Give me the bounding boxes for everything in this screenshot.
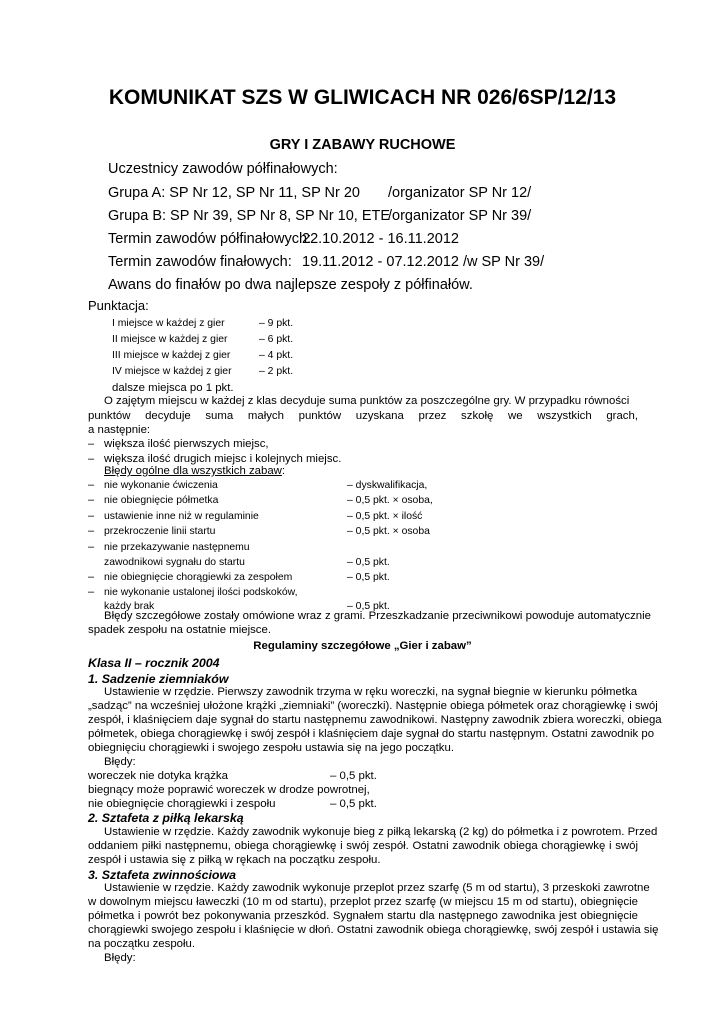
group-a: Grupa A: SP Nr 12, SP Nr 11, SP Nr 20 [108, 185, 360, 201]
game-text: oddaniem piłki następnemu, obiega chorągiewkę i swój zespół. Ostatni zawodnik obiega chorągiewkę i swój [88, 840, 638, 852]
game-text: Ustawienie w rzędzie. Każdy zawodnik wykonuje przeplot przez szarfę (5 m od startu), 3 przeskoki zawrotne [104, 882, 650, 894]
bullet-dash: – [88, 586, 95, 598]
bullet-dash: – [88, 494, 95, 506]
game-title: 3. Sztafeta zwinnościowa [88, 868, 237, 882]
game-title: 2. Sztafeta z piłką lekarską [88, 811, 244, 825]
error-item: nie obiegnięcie chorągiewki za zespołem [104, 572, 293, 583]
section-subtitle: GRY I ZABAWY RUCHOWE [269, 137, 456, 153]
scoring-points: – 9 pkt. [259, 318, 294, 329]
errors-detail: Błędy szczegółowe zostały omówione wraz z grami. Przeszkadzanie przeciwnikowi powoduje automatycznie [104, 610, 651, 622]
bullet-dash: – [88, 453, 95, 465]
error-penalty: – 0,5 pkt. [347, 557, 390, 568]
game-error-item: woreczek nie dotyka krążka [88, 770, 228, 782]
game-text: na początku zespołu. [88, 938, 196, 950]
semifinal-dates: 22.10.2012 - 16.11.2012 [302, 231, 459, 247]
game-error-item: biegnący może poprawić woreczek w drodze powrotnej, [88, 784, 370, 796]
ranking-text: O zajętym miejscu w każdej z klas decyduje suma punktów za poszczególne gry. W przypadku równości [104, 395, 630, 407]
group-a-organizer: /organizator SP Nr 12/ [388, 185, 532, 201]
class-heading: Klasa II – rocznik 2004 [88, 656, 220, 670]
game-text: Ustawienie w rzędzie. Każdy zawodnik wykonuje bieg z piłką lekarską (2 kg) do półmetka i z powrotem. Przed [104, 826, 658, 838]
ranking-text: punktów decyduje suma małych punktów uzyskana przez szkołę we wszystkich grach, [88, 410, 638, 422]
error-item: nie wykonanie ustalonej ilości podskoków, [104, 587, 298, 598]
final-label: Termin zawodów finałowych: [108, 254, 292, 270]
ranking-criterion: większa ilość pierwszych miejsc, [104, 438, 269, 450]
errors-heading [104, 465, 285, 477]
game-text: chorągiewki swojego zespołu i klaśnięcie w dłoń. Ostatni zawodnik obiega chorągiewkę, swój zespół i ustawia się [88, 924, 659, 936]
scoring-place: II miejsce w każdej z gier [112, 334, 228, 345]
errors-heading-text: Błędy ogólne dla wszystkich zabaw [104, 465, 282, 477]
bullet-dash: – [88, 510, 95, 522]
errors-heading-colon: : [281, 465, 286, 477]
final-dates: 19.11.2012 - 07.12.2012 /w SP Nr 39/ [302, 254, 545, 270]
scoring-further: dalsze miejsca po 1 pkt. [112, 382, 234, 394]
group-b: Grupa B: SP Nr 39, SP Nr 8, SP Nr 10, ETE [108, 208, 391, 224]
bullet-dash: – [88, 541, 95, 553]
game-errors-label: Błędy: [104, 756, 136, 768]
bullet-dash: – [88, 479, 95, 491]
error-item: nie przekazywanie następnemu [104, 542, 250, 553]
bullet-dash: – [88, 571, 95, 583]
errors-detail: spadek zespołu na ostatnie miejsce. [88, 624, 271, 636]
page-title: KOMUNIKAT SZS W GLIWICACH NR 026/6SP/12/13 [108, 86, 617, 109]
game-text: półmetek, obiega chorągiewkę i swój zespół i klaśnięciem daje sygnał do startu następnym. Ostatni zawodnik po [88, 728, 655, 740]
error-penalty: – 0,5 pkt. × osoba, [347, 495, 433, 506]
scoring-place: III miejsce w każdej z gier [112, 350, 231, 361]
game-text: Ustawienie w rzędzie. Pierwszy zawodnik trzyma w ręku woreczki, na sygnał biegnie w kierunku półmetka [104, 686, 638, 698]
error-item-continued: zawodnikowi sygnału do startu [104, 557, 245, 568]
game-text: „sadząc” na wcześniej ułożone krążki „ziemniaki” (woreczki). Następnie obiega półmetek oraz chorągiewkę i swój [88, 700, 658, 712]
scoring-points: – 6 pkt. [259, 334, 294, 345]
regulations-heading: Regulaminy szczegółowe „Gier i zabaw” [253, 640, 472, 652]
error-item: nie wykonanie ćwiczenia [104, 480, 218, 491]
ranking-text: a następnie: [88, 424, 151, 436]
error-item-continued: każdy brak [104, 601, 155, 612]
scoring-label: Punktacja: [88, 298, 149, 313]
error-item: przekroczenie linii startu [104, 526, 216, 537]
game-text: półmetka i powrót bez pokonywania przeszkód. Sygnałem startu dla następnego zawodnika jest obiegnięcie [88, 910, 638, 922]
game-error-penalty: – 0,5 pkt. [330, 798, 377, 810]
game-text: w dowolnym miejscu ławeczki (10 m od startu), przeplot przez szarfę (w miejscu 15 m od startu), obiegnięcie [88, 896, 638, 908]
error-penalty: – dyskwalifikacja, [347, 480, 428, 491]
game-text: zespół, i klaśnięciem daje sygnał do startu następnemu zawodnikowi. Następny zawodnik zbiera woreczki, obiega [88, 714, 662, 726]
error-penalty: – 0,5 pkt. [347, 601, 390, 612]
game-title: 1. Sadzenie ziemniaków [88, 672, 229, 686]
bullet-dash: – [88, 438, 95, 450]
scoring-points: – 2 pkt. [259, 366, 294, 377]
error-penalty: – 0,5 pkt. × osoba [347, 526, 430, 537]
game-text: zespół i ustawia się z piłką w rękach na początku zespołu. [88, 854, 381, 866]
semifinal-label: Termin zawodów półfinałowych: [108, 231, 312, 247]
game-error-item: nie obiegnięcie chorągiewki i zespołu [88, 798, 276, 810]
error-penalty: – 0,5 pkt. × ilość [347, 511, 423, 522]
participants-label: Uczestnicy zawodów półfinałowych: [108, 161, 338, 177]
game-error-penalty: – 0,5 pkt. [330, 770, 377, 782]
scoring-points: – 4 pkt. [259, 350, 294, 361]
scoring-place: IV miejsce w każdej z gier [112, 366, 232, 377]
scoring-place: I miejsce w każdej z gier [112, 318, 225, 329]
promotion-rule: Awans do finałów po dwa najlepsze zespoły z półfinałów. [108, 277, 473, 293]
game-errors-label: Błędy: [104, 952, 136, 964]
error-item: nie obiegnięcie półmetka [104, 495, 219, 506]
error-item: ustawienie inne niż w regulaminie [104, 511, 259, 522]
error-penalty: – 0,5 pkt. [347, 572, 390, 583]
ranking-criterion: większa ilość drugich miejsc i kolejnych miejsc. [104, 453, 342, 465]
bullet-dash: – [88, 525, 95, 537]
group-b-organizer: /organizator SP Nr 39/ [388, 208, 532, 224]
game-text: obiegnięciu chorągiewki i swojego zespołu ustawia się na jego początku. [88, 742, 454, 754]
